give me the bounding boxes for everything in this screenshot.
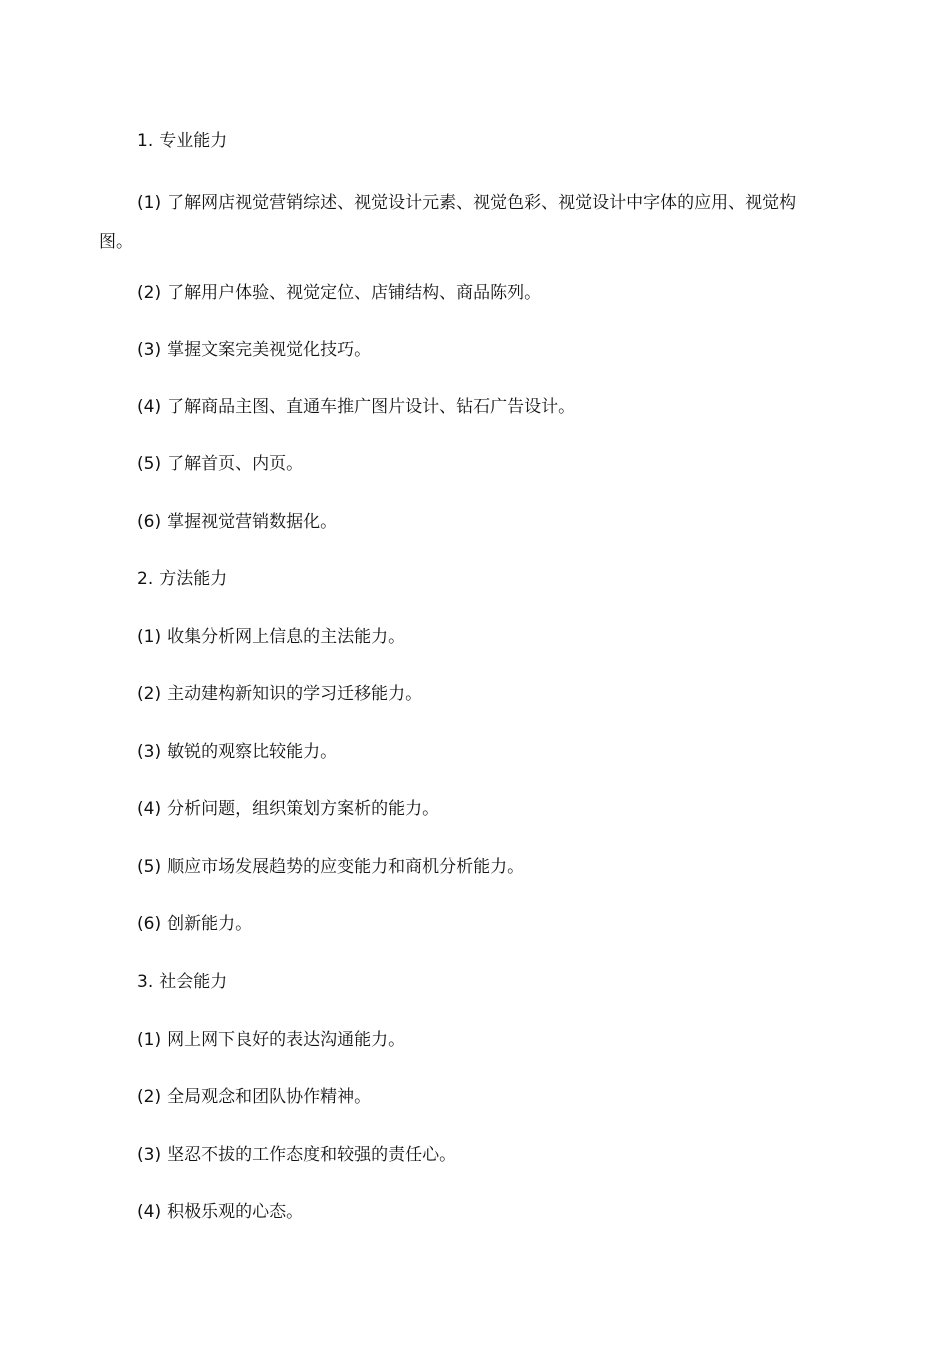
list-item bbox=[137, 627, 405, 647]
item-number: (2) bbox=[137, 1087, 162, 1107]
item-number: (6) bbox=[137, 512, 162, 532]
list-item bbox=[137, 1087, 371, 1107]
item-number: (3) bbox=[137, 340, 162, 360]
item-number: (3) bbox=[137, 1145, 162, 1165]
item-text: 了解商品主图、直通车推广图片设计、钻石广告设计。 bbox=[167, 397, 576, 417]
item-number: (4) bbox=[137, 397, 162, 417]
heading-text: 社会能力 bbox=[159, 972, 228, 992]
heading-number: 2. bbox=[137, 569, 154, 589]
list-item bbox=[99, 184, 827, 262]
item-number: (6) bbox=[137, 914, 162, 934]
heading-number: 1. bbox=[137, 131, 154, 151]
item-number: (4) bbox=[137, 799, 162, 819]
item-text: 了解用户体验、视觉定位、店铺结构、商品陈列。 bbox=[167, 283, 542, 303]
section-heading-2 bbox=[137, 569, 227, 589]
list-item bbox=[137, 1202, 303, 1222]
item-number: (2) bbox=[137, 684, 162, 704]
list-item bbox=[137, 512, 337, 532]
list-item bbox=[137, 340, 371, 360]
item-text: 了解首页、内页。 bbox=[167, 454, 304, 474]
heading-text: 方法能力 bbox=[159, 569, 228, 589]
item-number: (5) bbox=[137, 857, 162, 877]
item-text: 顺应市场发展趋势的应变能力和商机分析能力。 bbox=[167, 857, 525, 877]
item-text: 网上网下良好的表达沟通能力。 bbox=[167, 1030, 406, 1050]
item-number: (1) bbox=[137, 193, 162, 213]
item-text: 了解网店视觉营销综述、视觉设计元素、视觉色彩、视觉设计中字体的应用、视觉构图。 bbox=[99, 193, 797, 252]
list-item bbox=[137, 799, 439, 819]
heading-number: 3. bbox=[137, 972, 154, 992]
item-number: (4) bbox=[137, 1202, 162, 1222]
list-item bbox=[137, 283, 541, 303]
heading-text: 专业能力 bbox=[159, 131, 228, 151]
list-item bbox=[137, 397, 575, 417]
item-number: (1) bbox=[137, 627, 162, 647]
item-text: 掌握文案完美视觉化技巧。 bbox=[167, 340, 372, 360]
item-text: 分析问题，组织策划方案析的能力。 bbox=[167, 799, 440, 819]
item-text: 积极乐观的心态。 bbox=[167, 1202, 304, 1222]
list-item bbox=[137, 684, 422, 704]
item-number: (1) bbox=[137, 1030, 162, 1050]
item-text: 敏锐的观察比较能力。 bbox=[167, 742, 338, 762]
list-item bbox=[137, 1145, 456, 1165]
item-text: 坚忍不拔的工作态度和较强的责任心。 bbox=[167, 1145, 457, 1165]
item-number: (5) bbox=[137, 454, 162, 474]
list-item bbox=[137, 857, 524, 877]
list-item bbox=[137, 454, 303, 474]
item-text: 主动建构新知识的学习迁移能力。 bbox=[167, 684, 423, 704]
list-item bbox=[137, 914, 252, 934]
list-item bbox=[137, 1030, 405, 1050]
item-text: 全局观念和团队协作精神。 bbox=[167, 1087, 372, 1107]
item-number: (3) bbox=[137, 742, 162, 762]
item-text: 掌握视觉营销数据化。 bbox=[167, 512, 338, 532]
list-item bbox=[137, 742, 337, 762]
item-text: 收集分析网上信息的主法能力。 bbox=[167, 627, 406, 647]
item-number: (2) bbox=[137, 283, 162, 303]
section-heading-1 bbox=[137, 131, 227, 151]
item-text: 创新能力。 bbox=[167, 914, 253, 934]
section-heading-3 bbox=[137, 972, 227, 992]
